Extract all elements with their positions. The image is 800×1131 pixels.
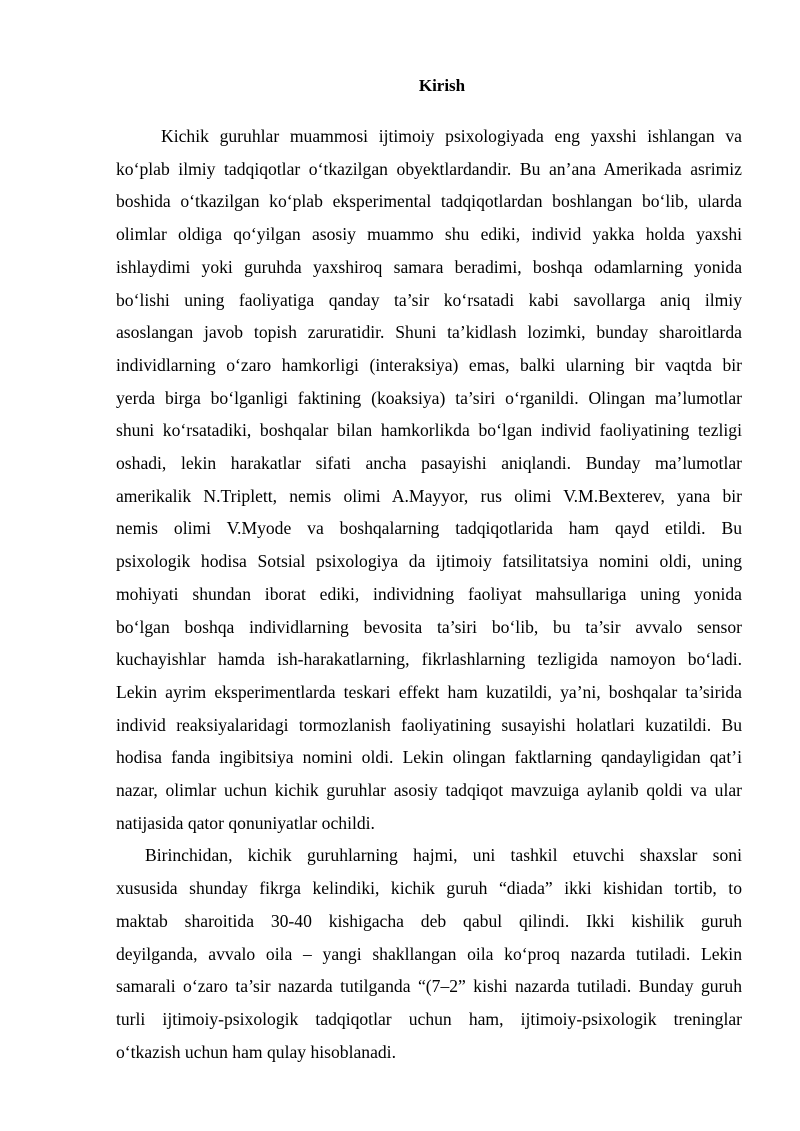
page-title: Kirish	[418, 76, 466, 95]
text-line: olimlar oldiga qo‘yilgan asosiy muammo shu ediki, individ yakka holda yaxshi	[116, 224, 742, 245]
text-line: individlarning o‘zaro hamkorligi (interaksiya) emas, balki ularning bir vaqtda bir	[116, 354, 742, 375]
text-line: xususida shunday fikrga kelindiki, kichik guruh “diada” ikki kishidan tortib, to	[116, 878, 742, 899]
text-line: individ reaksiyalaridagi tormozlanish faoliyatining susayishi holatlari kuzatildi. Bu	[116, 714, 742, 735]
text-line: Lekin ayrim eksperimentlarda teskari effekt ham kuzatildi, ya’ni, boshqalar ta’sirida	[116, 681, 742, 702]
text-line: nazar, olimlar uchun kichik guruhlar asosiy tadqiqot mavzuiga aylanib qoldi va ular	[116, 780, 742, 800]
text-line: turli ijtimoiy-psixologik tadqiqotlar uchun ham, ijtimoiy-psixologik treninglar	[116, 1008, 742, 1029]
text-line: Kichik guruhlar muammosi ijtimoiy psixologiyada eng yaxshi ishlangan va	[161, 126, 742, 146]
text-line: deyilganda, avvalo oila – yangi shakllangan oila ko‘proq nazarda tutiladi. Lekin	[116, 943, 742, 964]
text-line: amerikalik N.Triplett, nemis olimi A.Mayyor, rus olimi V.M.Bexterev, yana bir	[116, 485, 742, 506]
text-line: yerda birga bo‘lganligi faktining (koaksiya) ta’siri o‘rganildi. Olingan ma’lumotlar	[116, 387, 742, 408]
text-line: samarali o‘zaro ta’sir nazarda tutilganda “(7–2” kishi nazarda tutiladi. Bunday guruh	[116, 976, 742, 997]
text-line: o‘tkazish uchun ham qulay hisoblanadi.	[116, 1041, 396, 1062]
text-line: bo‘lishi uning faoliyatiga qanday ta’sir ko‘rsatadi kabi savollarga aniq ilmiy	[116, 289, 742, 310]
text-line: asoslangan javob topish zaruratidir. Shuni ta’kidlash lozimki, bunday sharoitlarda	[116, 322, 742, 343]
text-line: hodisa fanda ingibitsiya nomini oldi. Lekin olingan faktlarning qandayligidan qat’i	[116, 747, 742, 768]
text-line: nemis olimi V.Myode va boshqalarning tadqiqotlarida ham qayd etildi. Bu	[116, 518, 742, 539]
text-line: natijasida qator qonuniyatlar ochildi.	[116, 812, 375, 833]
text-line: psixologik hodisa Sotsial psixologiya da ijtimoiy fatsilitatsiya nomini oldi, uning	[116, 551, 742, 572]
text-line: kuchayishlar hamda ish-harakatlarning, fikrlashlarning tezligida namoyon bo‘ladi.	[116, 649, 742, 670]
text-line: ko‘plab ilmiy tadqiqotlar o‘tkazilgan obyektlardandir. Bu an’ana Amerikada asrimiz	[116, 158, 742, 179]
text-line: oshadi, lekin harakatlar sifati ancha pasayishi aniqlandi. Bunday ma’lumotlar	[116, 453, 742, 473]
text-line: shuni ko‘rsatadiki, boshqalar bilan hamkorlikda bo‘lgan individ faoliyatining tezligi	[116, 420, 742, 441]
text-line: Birinchidan, kichik guruhlarning hajmi, uni tashkil etuvchi shaxslar soni	[145, 845, 742, 866]
text-line: mohiyati shundan iborat ediki, individning faoliyat mahsullariga uning yonida	[116, 583, 742, 604]
text-line: bo‘lgan boshqa individlarning bevosita ta’siri bo‘lib, bu ta’sir avvalo sensor	[116, 616, 742, 637]
text-line: boshida o‘tkazilgan ko‘plab eksperimental tadqiqotlardan boshlangan bo‘lib, ularda	[116, 191, 742, 212]
text-line: ishlaydimi yoki guruhda yaxshiroq samara beradimi, boshqa odamlarning yonida	[116, 256, 742, 277]
text-line: maktab sharoitida 30-40 kishigacha deb qabul qilindi. Ikki kishilik guruh	[116, 910, 742, 931]
